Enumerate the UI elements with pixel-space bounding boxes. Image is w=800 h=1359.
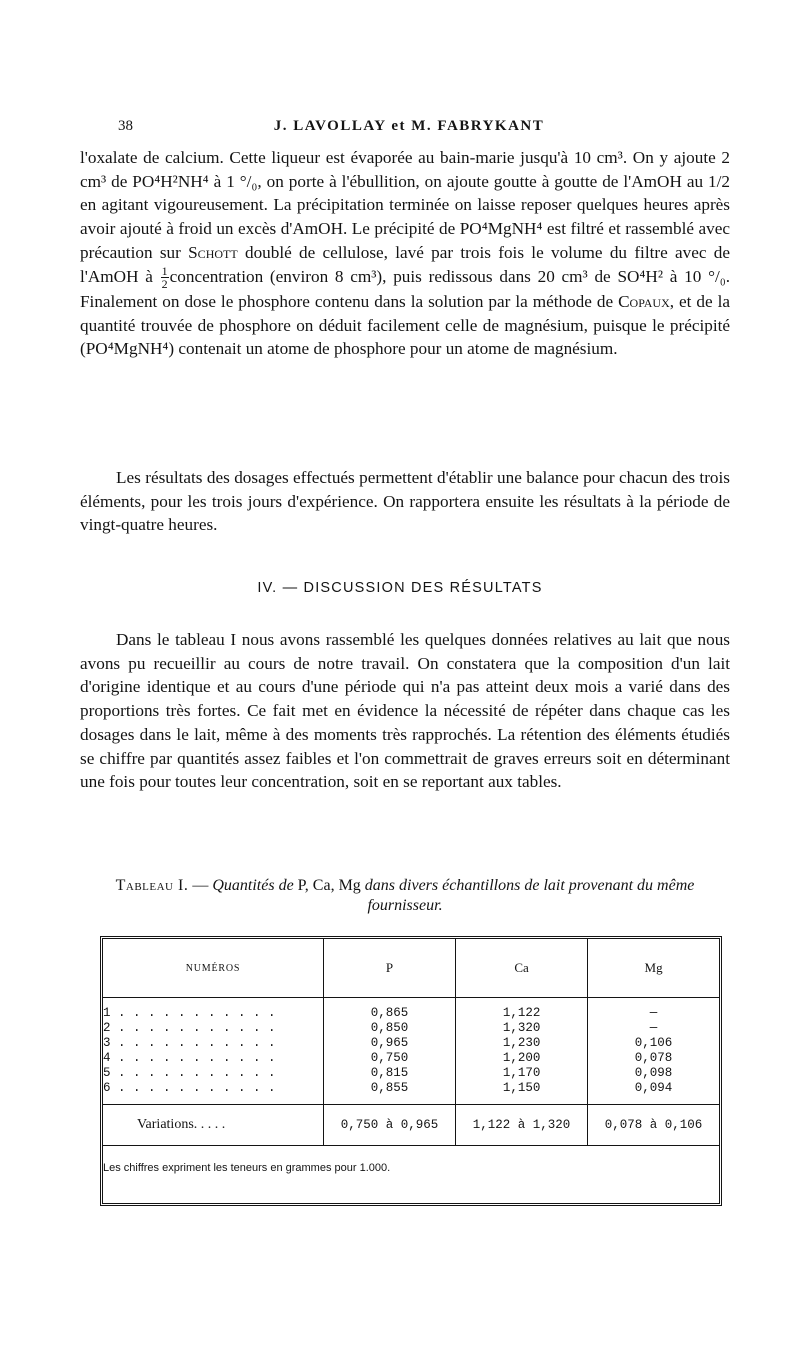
variations-ca: 1,122 à 1,320	[456, 1105, 588, 1146]
page-header	[118, 118, 700, 140]
cell-mg: 0,094	[588, 1081, 719, 1105]
cell-ca: 1,320	[456, 1021, 588, 1036]
text-segment: l'oxalate de calcium. Cette liqueur est évaporée au bain-marie jusqu'à 10 cm³. On y ajoute 2 cm³ de PO⁴H²NH⁴ à 1 °/₀, on porte à l'ébullition, on ajoute goutte à goutte de l'AmOH au 1/2 en agitant vigoureusement. La précipitation terminée on laisse reposer quelques heures après avoir ajouté à froid un excès d'AmOH. Le précipité de PO⁴MgNH⁴ est filtré et rassemblé avec précaution sur	[80, 148, 730, 262]
variations-mg: 0,078 à 0,106	[588, 1105, 719, 1146]
table-row	[103, 998, 719, 1022]
cell-mg: —	[588, 998, 719, 1022]
caption-text: Quantités de	[212, 877, 298, 894]
page-number: 38	[118, 118, 133, 134]
paragraph-method	[80, 146, 730, 361]
cell-ca: 1,150	[456, 1081, 588, 1105]
cell-number: 5 . . . . . . . . . . .	[103, 1066, 276, 1080]
text-segment: , et de la quantité trouvée de phosphore on déduit facilement celle de magnésium, puisque le précipité (PO⁴MgNH⁴) contenait un atome de phosphore pour un atome de magnésium.	[80, 292, 730, 359]
caption-dash: —	[188, 877, 213, 894]
table-row	[103, 1051, 719, 1066]
table-header-row	[103, 939, 719, 998]
cell-number: 6 . . . . . . . . . . .	[103, 1081, 276, 1095]
cell-mg: 0,078	[588, 1051, 719, 1066]
caption-text: dans divers échantillons de lait provenant du même fournisseur.	[360, 877, 695, 914]
table-row	[103, 1081, 719, 1105]
cell-ca: 1,230	[456, 1036, 588, 1051]
header-mg: Mg	[588, 939, 719, 998]
table-row	[103, 1066, 719, 1081]
header-p: P	[324, 939, 456, 998]
section-title: IV. — DISCUSSION DES RÉSULTATS	[257, 580, 543, 596]
text-segment: doublé de cellulose, lavé par trois fois le volume du filtre avec de l'AmOH à	[80, 242, 730, 286]
cell-ca: 1,170	[456, 1066, 588, 1081]
cell-p: 0,865	[324, 998, 456, 1022]
table-footnote: Les chiffres expriment les teneurs en grammes pour 1.000.	[103, 1162, 391, 1174]
caption-elements: P, Ca, Mg	[297, 877, 361, 894]
fraction-numerator: 1	[161, 264, 168, 279]
cell-number: 1 . . . . . . . . . . .	[103, 1006, 276, 1020]
cell-mg: 0,098	[588, 1066, 719, 1081]
name-copaux: Copaux	[618, 292, 670, 312]
variations-row	[103, 1105, 719, 1146]
cell-mg: 0,106	[588, 1036, 719, 1051]
cell-p: 0,855	[324, 1081, 456, 1105]
header-numeros: NUMÉROS	[103, 939, 324, 998]
variations-p: 0,750 à 0,965	[324, 1105, 456, 1146]
cell-p: 0,850	[324, 1021, 456, 1036]
variations-label: Variations. . . . .	[103, 1105, 324, 1146]
header-ca: Ca	[456, 939, 588, 998]
table-frame	[100, 936, 722, 1206]
caption-label: Tableau I.	[115, 877, 189, 894]
paragraph-discussion: Dans le tableau I nous avons rassemblé les quelques données relatives au lait que nous avons pu recueillir au cours de notre travail. On constatera que la composition d'un lait d'origine identique et au cours d'une période qui n'a pas atteint deux mois a varié dans des proportions très fortes. Ce fait met en évidence la nécessité de répéter dans chaque cas les dosages dans le lait, même à des moments très rapprochés. La rétention des éléments étudiés se chiffre par quantités assez faibles et l'on commettrait de graves erreurs soit en déterminant une fois pour toutes leur concentration, soit en se reportant aux tables.	[80, 630, 730, 792]
cell-number: 2 . . . . . . . . . . .	[103, 1021, 276, 1035]
data-table	[103, 939, 719, 1190]
name-schott: Schott	[188, 242, 238, 262]
text-segment: concentration (environ 8 cm³), puis redissous dans 20 cm³ de SO⁴H² à 10 °/₀. Finalement on dose le phosphore contenu dans la solution par la méthode de	[80, 266, 731, 312]
cell-number: 3 . . . . . . . . . . .	[103, 1036, 276, 1050]
cell-p: 0,965	[324, 1036, 456, 1051]
cell-ca: 1,122	[456, 998, 588, 1022]
table-caption	[110, 876, 700, 916]
fraction-one-half	[161, 265, 169, 290]
cell-ca: 1,200	[456, 1051, 588, 1066]
running-head-authors: J. LAVOLLAY et M. FABRYKANT	[273, 118, 545, 134]
cell-p: 0,815	[324, 1066, 456, 1081]
footnote-row	[103, 1146, 719, 1191]
table-row	[103, 1036, 719, 1051]
fraction-denominator: 2	[161, 277, 168, 292]
paragraph-results: Les résultats des dosages effectués permettent d'établir une balance pour chacun des trois éléments, pour les trois jours d'expérience. On rapportera ensuite les résultats à la période de vingt-quatre heures.	[80, 468, 730, 535]
cell-mg: —	[588, 1021, 719, 1036]
table-row	[103, 1021, 719, 1036]
cell-number: 4 . . . . . . . . . . .	[103, 1051, 276, 1065]
cell-p: 0,750	[324, 1051, 456, 1066]
